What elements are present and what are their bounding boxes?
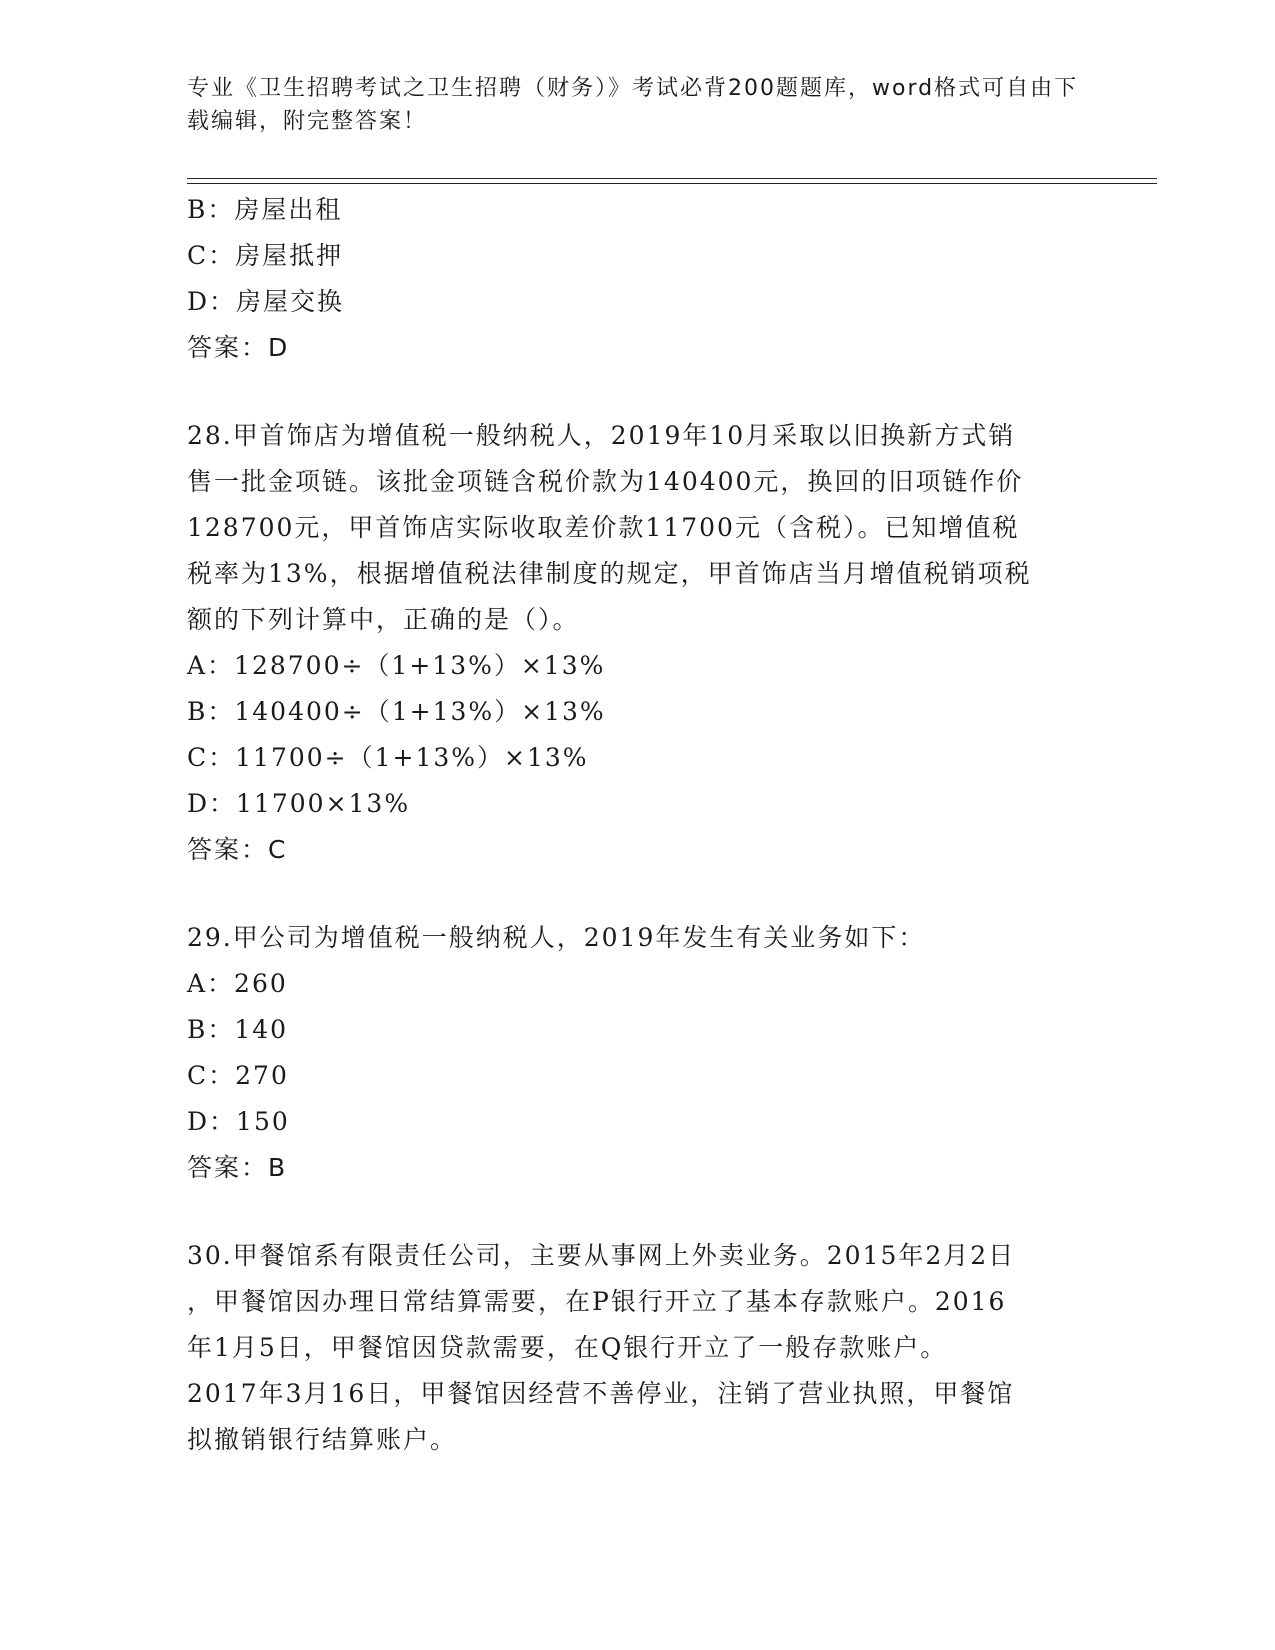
option-d: D：150 [187,1107,290,1136]
document-header [187,72,1087,138]
option-d: D：11700×13% [187,789,411,818]
option-b: B：140400÷（1+13%）×13% [187,697,606,726]
question-29 [187,915,1087,1191]
question-stem-line: 30.甲餐馆系有限责任公司，主要从事网上外卖业务。2015年2月2日 [187,1241,1016,1270]
header-title: 专业《卫生招聘考试之卫生招聘（财务）》考试必背200题题库，word格式可自由下载编辑，附完整答案！ [187,76,1079,134]
question-stem-line: 拟撤销银行结算账户。 [187,1425,458,1454]
question-stem-line: 额的下列计算中，正确的是（）。 [187,605,580,634]
answer-line: 答案：C [187,835,288,864]
option-b: B：房屋出租 [187,195,343,224]
option-d: D：房屋交换 [187,287,345,316]
option-a: A：260 [187,969,288,998]
spacer [187,873,1087,915]
question-30 [187,1233,1087,1463]
question-stem-line: 28.甲首饰店为增值税一般纳税人，2019年10月采取以旧换新方式销 [187,421,1016,450]
option-c: C：房屋抵押 [187,241,344,270]
spacer [187,371,1087,413]
answer-line: 答案：B [187,1153,288,1182]
question-stem-line: 年1月5日，甲餐馆因贷款需要，在Q银行开立了一般存款账户。 [187,1333,948,1362]
question-27-tail [187,187,1087,371]
question-stem-line: 128700元，甲首饰店实际收取差价款11700元（含税）。已知增值税 [187,513,1020,542]
header-divider-bottom [187,183,1157,184]
question-content [187,187,1087,1463]
question-stem: 29.甲公司为增值税一般纳税人，2019年发生有关业务如下： [187,923,926,952]
question-stem-line: 税率为13%，根据增值税法律制度的规定，甲首饰店当月增值税销项税 [187,559,1032,588]
option-b: B：140 [187,1015,289,1044]
option-a: A：128700÷（1+13%）×13% [187,651,606,680]
question-stem-line: 售一批金项链。该批金项链含税价款为140400元，换回的旧项链作价 [187,467,1024,496]
question-stem-line: 2017年3月16日，甲餐馆因经营不善停业，注销了营业执照，甲餐馆 [187,1379,1015,1408]
header-divider-top [187,178,1157,179]
question-stem-line: ，甲餐馆因办理日常结算需要，在P银行开立了基本存款账户。2016 [187,1287,1007,1316]
option-c: C：270 [187,1061,289,1090]
answer-line: 答案：D [187,333,290,362]
option-c: C：11700÷（1+13%）×13% [187,743,589,772]
spacer [187,1191,1087,1233]
question-28 [187,413,1087,873]
